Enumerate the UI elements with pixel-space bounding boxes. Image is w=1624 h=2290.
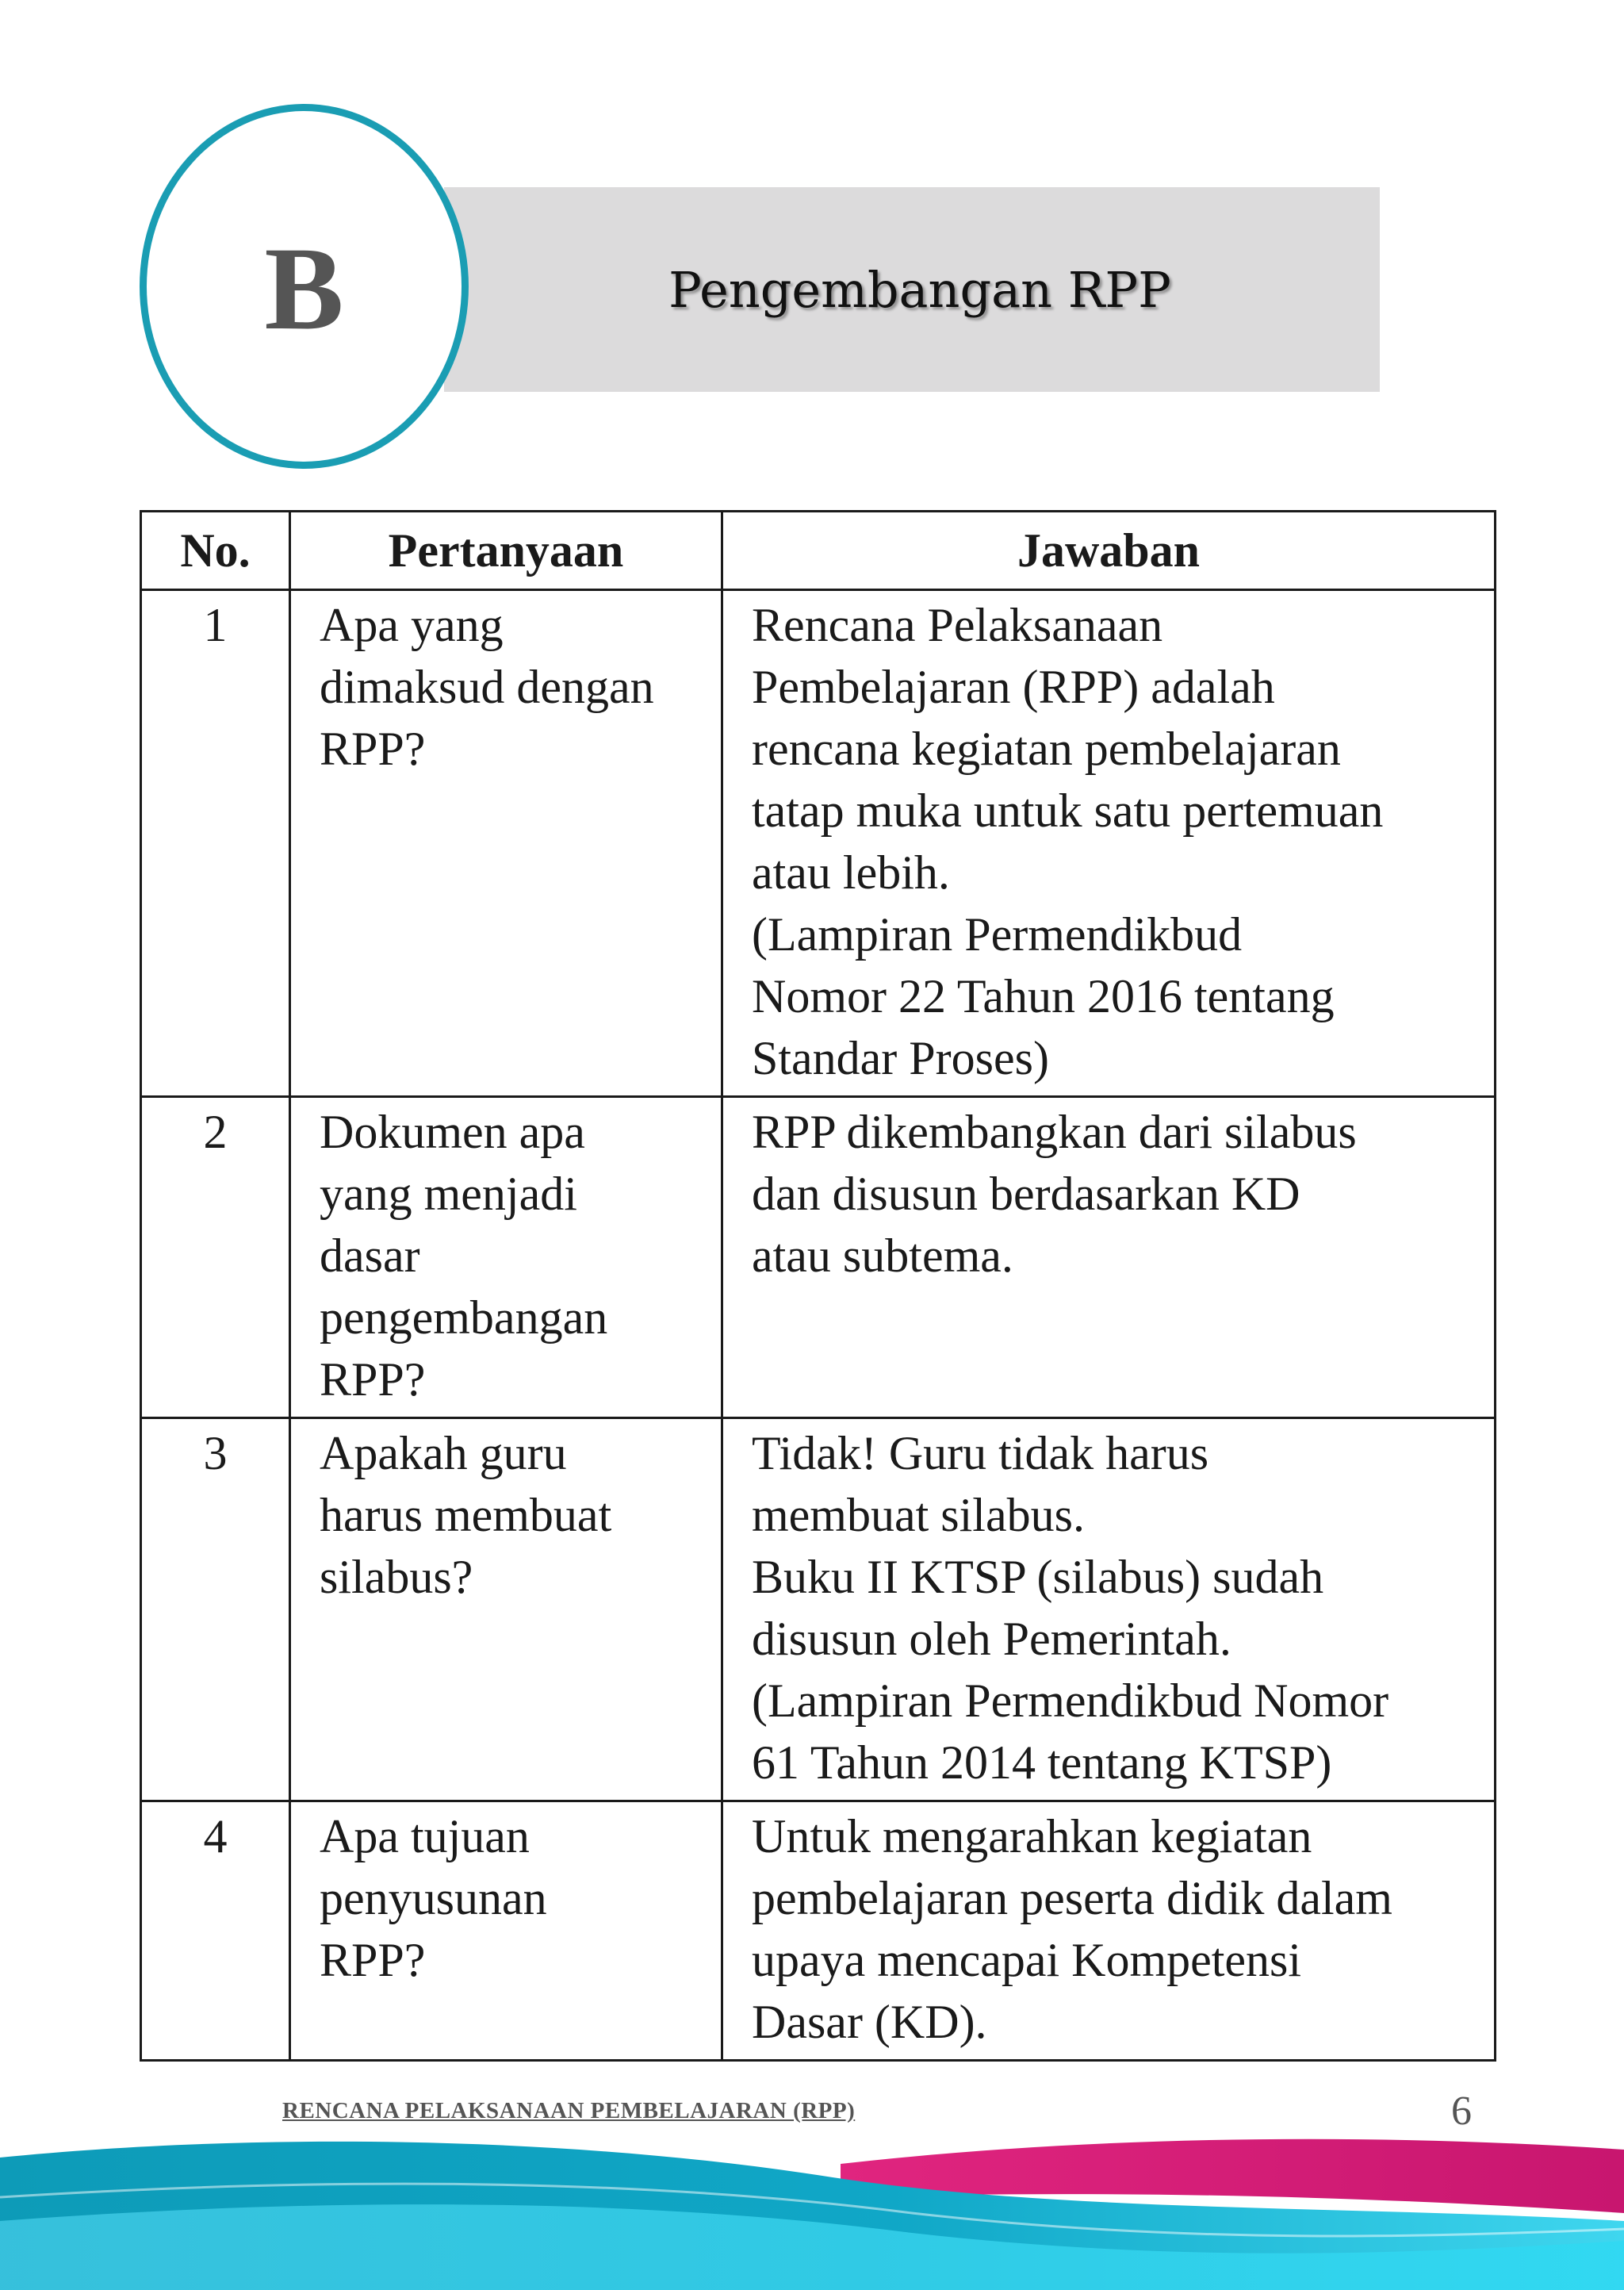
answer-cell: [722, 1801, 1496, 2061]
question-line: dimaksud dengan: [320, 661, 654, 713]
question-line: RPP?: [320, 1934, 426, 1986]
answer-line: pembelajaran peserta didik dalam: [752, 1872, 1392, 1924]
question-cell: [290, 1097, 722, 1418]
answer-cell: [722, 1097, 1496, 1418]
answer-line: Tidak! Guru tidak harus: [752, 1427, 1209, 1479]
question-cell: [290, 1418, 722, 1801]
question-cell: [290, 1801, 722, 2061]
section-badge-circle: [140, 104, 469, 469]
answer-line: RPP dikembangkan dari silabus: [752, 1106, 1357, 1158]
question-line: RPP?: [320, 723, 426, 775]
answer-line: Rencana Pelaksanaan: [752, 599, 1163, 651]
table-header-row: [141, 512, 1496, 590]
question-line: Apa tujuan: [320, 1810, 530, 1862]
answer-line: dan disusun berdasarkan KD: [752, 1168, 1300, 1220]
table-row: [141, 1418, 1496, 1801]
row-number: 4: [141, 1801, 290, 2061]
section-letter: B: [264, 223, 344, 355]
row-number: 1: [141, 590, 290, 1097]
table-row: [141, 1801, 1496, 2061]
answer-line: Untuk mengarahkan kegiatan: [752, 1810, 1312, 1862]
row-number: 2: [141, 1097, 290, 1418]
question-line: RPP?: [320, 1353, 426, 1406]
header-no: No.: [141, 512, 290, 590]
question-line: yang menjadi: [320, 1168, 577, 1220]
answer-line: atau lebih.: [752, 846, 950, 899]
question-line: harus membuat: [320, 1489, 612, 1541]
header-answer: Jawaban: [722, 512, 1496, 590]
answer-line: (Lampiran Permendikbud: [752, 908, 1243, 961]
table-row: [141, 590, 1496, 1097]
answer-line: (Lampiran Permendikbud Nomor: [752, 1674, 1389, 1727]
section-title: Pengembangan RPP: [668, 260, 1171, 319]
answer-line: 61 Tahun 2014 tentang KTSP): [752, 1736, 1332, 1789]
answer-line: disusun oleh Pemerintah.: [752, 1613, 1231, 1665]
header-question: Pertanyaan: [290, 512, 722, 590]
row-number: 3: [141, 1418, 290, 1801]
question-line: Apa yang: [320, 599, 504, 651]
answer-line: rencana kegiatan pembelajaran: [752, 723, 1341, 775]
answer-line: Standar Proses): [752, 1032, 1049, 1084]
answer-line: tatap muka untuk satu pertemuan: [752, 784, 1384, 837]
answer-line: Pembelajaran (RPP) adalah: [752, 661, 1275, 713]
answer-line: membuat silabus.: [752, 1489, 1085, 1541]
table-body: [141, 590, 1496, 2061]
footer-wave-decoration: [0, 2102, 1624, 2290]
question-line: silabus?: [320, 1551, 473, 1603]
question-line: penyusunan: [320, 1872, 547, 1924]
footer-title: RENCANA PELAKSANAAN PEMBELAJARAN (RPP): [282, 2098, 856, 2123]
question-cell: [290, 590, 722, 1097]
answer-cell: [722, 590, 1496, 1097]
answer-line: atau subtema.: [752, 1229, 1013, 1282]
question-line: dasar: [320, 1229, 420, 1282]
page-number: 6: [1451, 2089, 1472, 2134]
question-line: Apakah guru: [320, 1427, 567, 1479]
question-line: Dokumen apa: [320, 1106, 585, 1158]
answer-line: Nomor 22 Tahun 2016 tentang: [752, 970, 1335, 1022]
answer-line: Dasar (KD).: [752, 1996, 987, 2048]
table-row: [141, 1097, 1496, 1418]
answer-cell: [722, 1418, 1496, 1801]
question-line: pengembangan: [320, 1291, 608, 1344]
answer-line: upaya mencapai Kompetensi: [752, 1934, 1302, 1986]
answer-line: Buku II KTSP (silabus) sudah: [752, 1551, 1324, 1603]
qa-table: [140, 510, 1496, 2062]
